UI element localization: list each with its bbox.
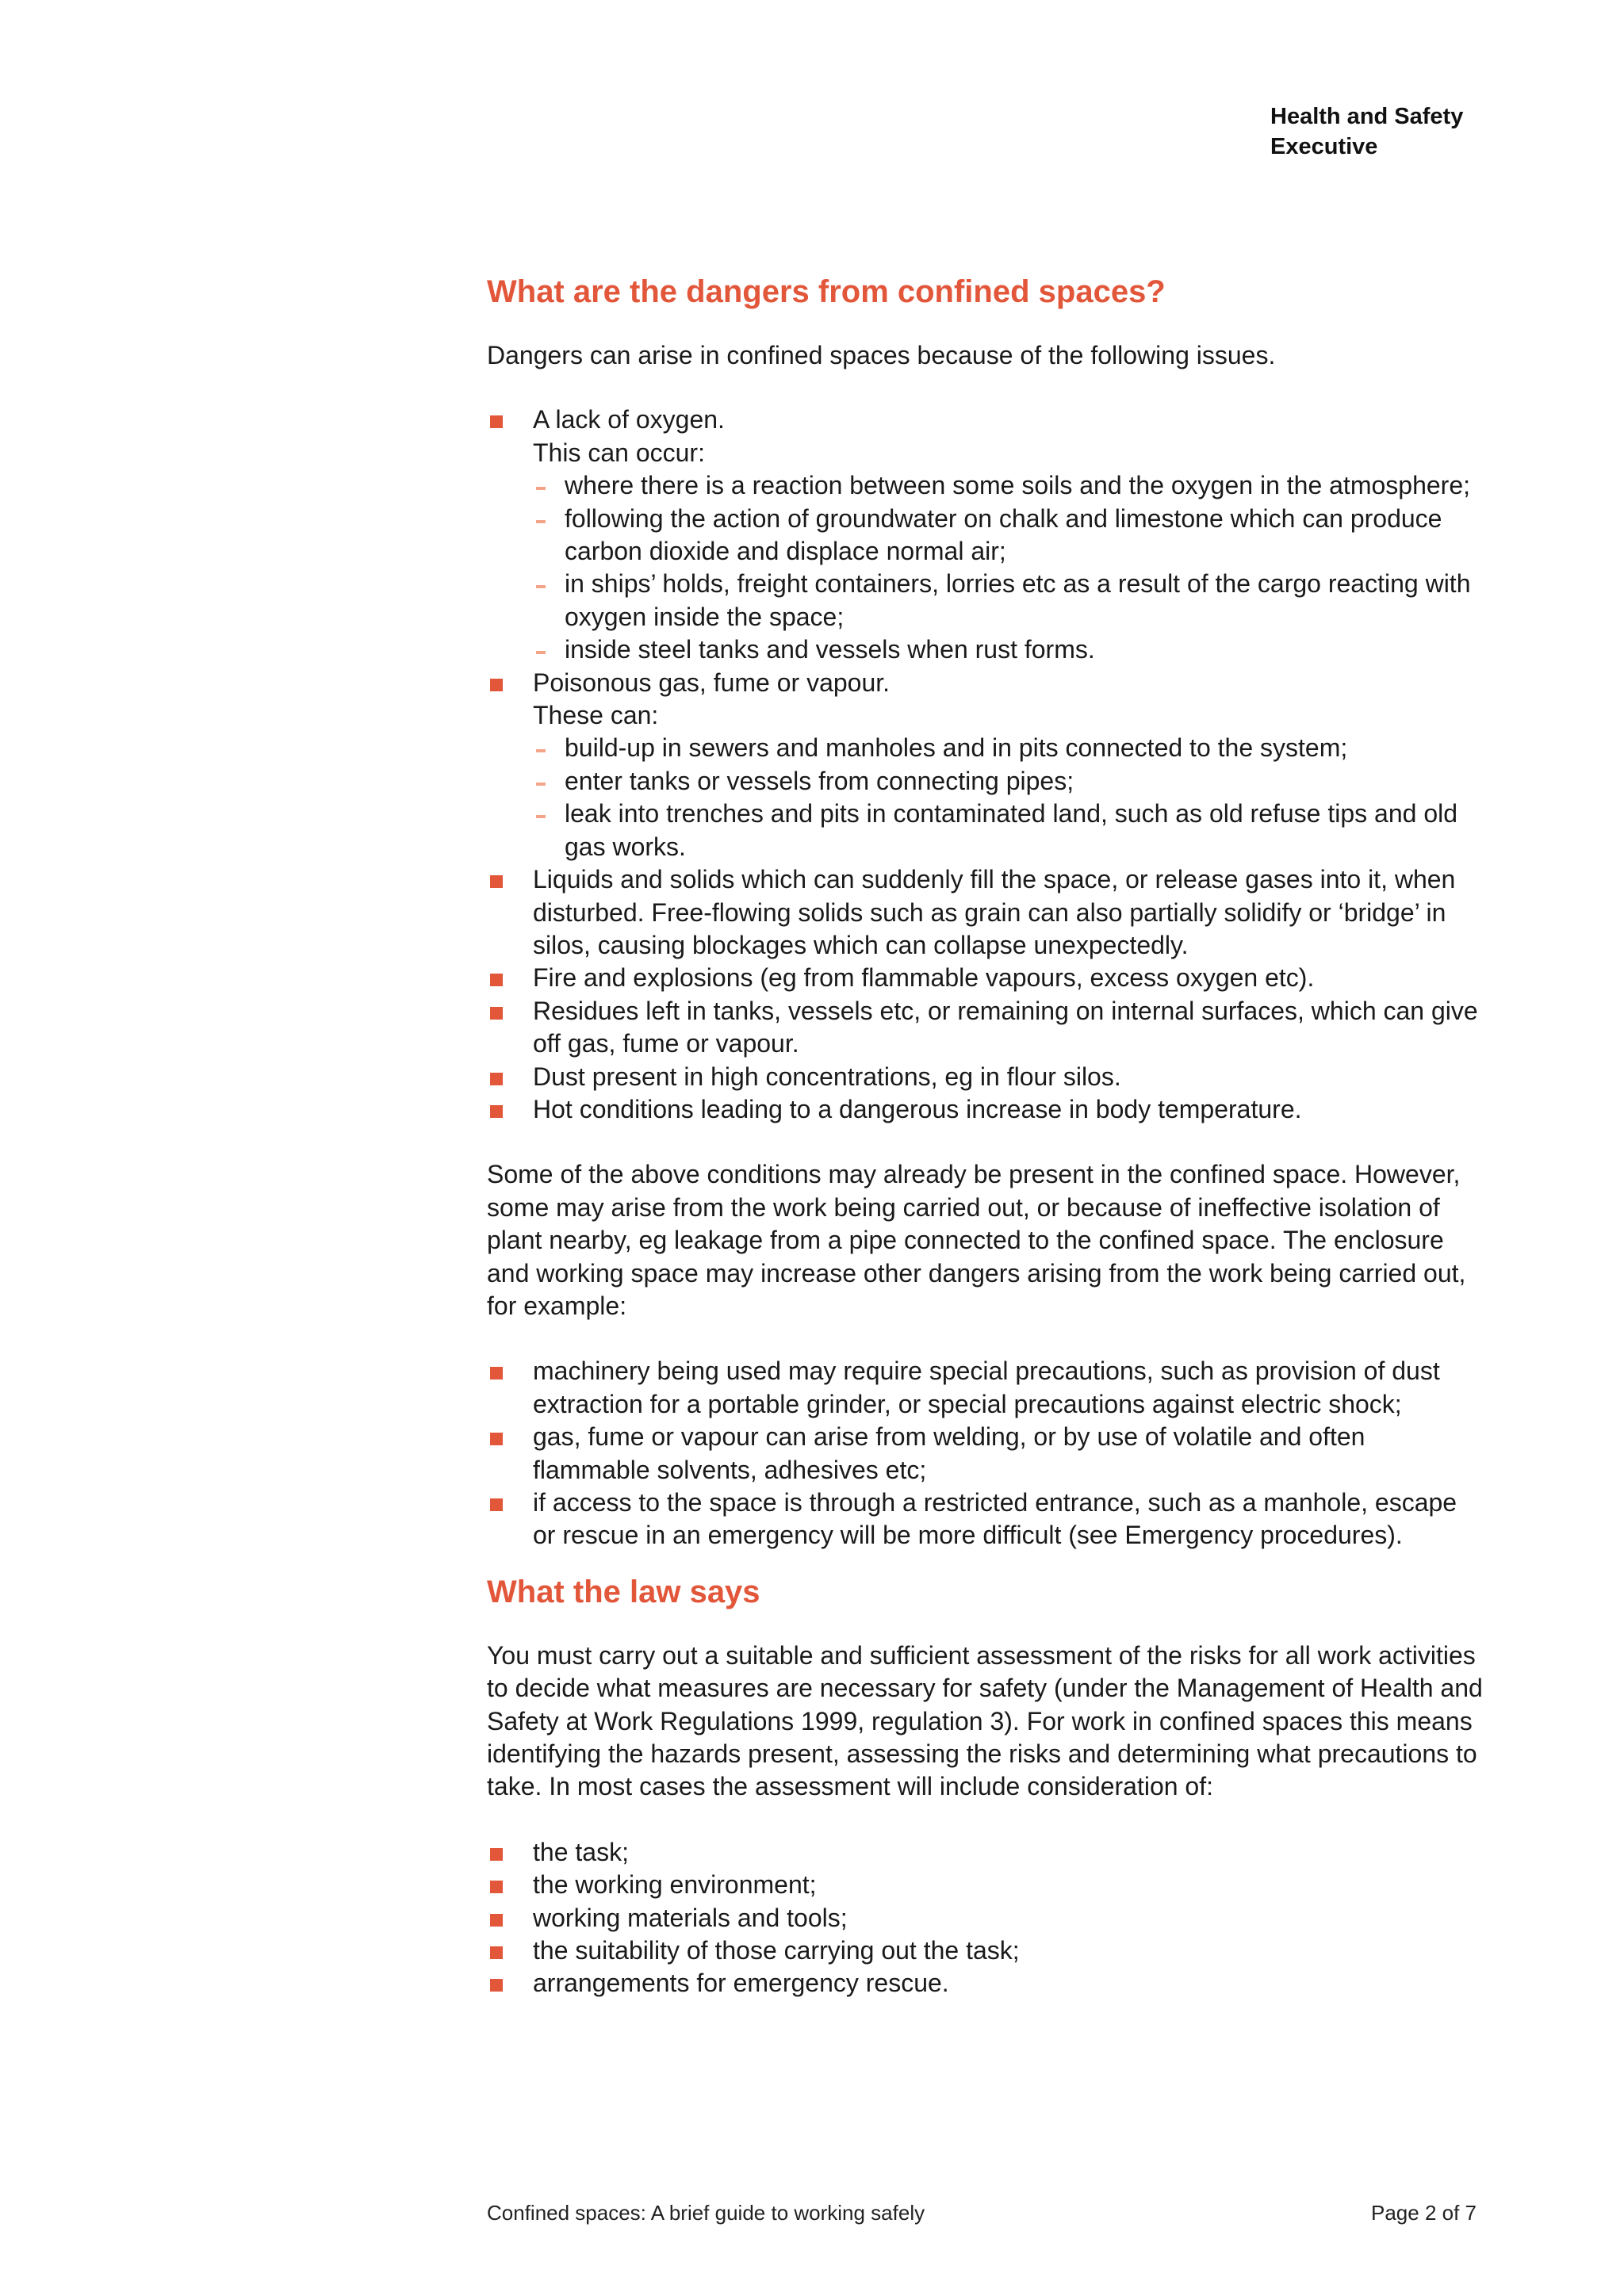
list-item <box>487 667 1486 863</box>
item-text: Liquids and solids which can suddenly fill the space, or release gases into it, when disturbed. Free-flowing solids such as grain can also partially solidify or ‘bridge’ in silos, causing blockages which can collapse unexpectedly. <box>533 865 1456 959</box>
list-item <box>487 1093 1486 1126</box>
org-line-2: Executive <box>1270 134 1378 159</box>
sub-list <box>533 469 1486 666</box>
square-bullet-icon <box>490 1914 503 1927</box>
sub-item-text: in ships’ holds, freight containers, lorries etc as a result of the cargo reacting with oxygen inside the space; <box>565 569 1471 631</box>
square-bullet-icon <box>490 1848 503 1861</box>
conditions-paragraph: Some of the above conditions may already be present in the confined space. However, some may arise from the work being carried out, or because of ineffective isolation of plant nearby, eg leakage from a pipe connected to the confined space. The enclosure and working space may increase other dangers arising from the work being carried out, for example: <box>487 1160 1466 1320</box>
dash-bullet-icon <box>536 783 546 786</box>
item-text: A lack of oxygen. <box>533 405 725 434</box>
sub-item-text: build-up in sewers and manholes and in pits connected to the system; <box>565 733 1348 763</box>
sub-list-item <box>533 633 1486 666</box>
square-bullet-icon <box>490 974 503 986</box>
list-item <box>487 404 1486 666</box>
sub-item-text: inside steel tanks and vessels when rust forms. <box>565 635 1095 664</box>
item-text: Dust present in high concentrations, eg in flour silos. <box>533 1062 1121 1091</box>
list-item <box>487 1487 1486 1552</box>
organisation-name <box>1270 101 1463 162</box>
footer-title: Confined spaces: A brief guide to working safely <box>487 2201 925 2225</box>
list-item <box>487 1869 1486 1901</box>
square-bullet-icon <box>490 1498 503 1511</box>
list-item <box>487 863 1486 962</box>
dangers-list <box>487 404 1486 1126</box>
section-heading-law: What the law says <box>487 1574 760 1609</box>
sub-list-item <box>533 798 1486 863</box>
square-bullet-icon <box>490 1946 503 1959</box>
item-text: the task; <box>533 1837 629 1866</box>
square-bullet-icon <box>490 1073 503 1085</box>
square-bullet-icon <box>490 1007 503 1020</box>
sub-list <box>533 732 1486 863</box>
list-item <box>487 1902 1486 1934</box>
intro-paragraph: Dangers can arise in confined spaces because of the following issues. <box>487 341 1276 369</box>
sub-item-text: enter tanks or vessels from connecting pipes; <box>565 766 1074 795</box>
list-item <box>487 1421 1486 1487</box>
assessment-list <box>487 1836 1486 2000</box>
list-item <box>487 1836 1486 1869</box>
dash-bullet-icon <box>536 585 546 588</box>
sub-list-item <box>533 503 1486 568</box>
item-text: the suitability of those carrying out the task; <box>533 1936 1020 1965</box>
sub-list-item <box>533 469 1486 502</box>
list-item <box>487 1355 1486 1421</box>
item-text: Residues left in tanks, vessels etc, or remaining on internal surfaces, which can give off gas, fume or vapour. <box>533 996 1478 1058</box>
item-text: working materials and tools; <box>533 1903 848 1932</box>
item-text: arrangements for emergency rescue. <box>533 1969 949 1998</box>
org-line-1: Health and Safety <box>1270 104 1464 129</box>
sub-list-item <box>533 568 1486 633</box>
section-heading-dangers: What are the dangers from confined spaces? <box>487 274 1166 309</box>
item-text: Poisonous gas, fume or vapour. <box>533 668 891 697</box>
sub-list-item <box>533 765 1486 798</box>
sub-item-text: leak into trenches and pits in contaminated land, such as old refuse tips and old gas works. <box>565 799 1458 861</box>
page-number: Page 2 of 7 <box>1371 2201 1477 2225</box>
list-item <box>487 1967 1486 1999</box>
square-bullet-icon <box>490 1367 503 1380</box>
dash-bullet-icon <box>536 487 546 490</box>
square-bullet-icon <box>490 1979 503 1992</box>
item-text: the working environment; <box>533 1870 817 1900</box>
sub-list-item <box>533 732 1486 764</box>
list-item <box>487 1934 1486 1967</box>
list-item <box>487 1061 1486 1093</box>
sub-item-text: following the action of groundwater on chalk and limestone which can produce carbon dioxide and displace normal air; <box>565 503 1442 566</box>
list-item <box>487 962 1486 994</box>
dash-bullet-icon <box>536 651 546 654</box>
work-dangers-list <box>487 1355 1486 1552</box>
square-bullet-icon <box>490 1433 503 1445</box>
item-text: gas, fume or vapour can arise from welding, or by use of volatile and often flammable solvents, adhesives etc; <box>533 1422 1365 1484</box>
dash-bullet-icon <box>536 815 546 818</box>
square-bullet-icon <box>490 415 503 428</box>
dash-bullet-icon <box>536 520 546 523</box>
sub-item-text: where there is a reaction between some soils and the oxygen in the atmosphere; <box>565 471 1470 500</box>
square-bullet-icon <box>490 875 503 888</box>
square-bullet-icon <box>490 1105 503 1118</box>
square-bullet-icon <box>490 1881 503 1893</box>
item-text: machinery being used may require special precautions, such as provision of dust extraction for a portable grinder, or special precautions against electric shock; <box>533 1357 1440 1418</box>
item-text: This can occur: <box>533 438 705 467</box>
square-bullet-icon <box>490 679 503 691</box>
law-paragraph: You must carry out a suitable and sufficient assessment of the risks for all work activities to decide what measures are necessary for safety (under the Management of Health and Safety at Work Regulations 1999, regulation 3). For work in confined spaces this means identifying the hazards present, assessing the risks and determining what precautions to take. In most cases the assessment will include consideration of: <box>487 1640 1483 1801</box>
dash-bullet-icon <box>536 749 546 752</box>
item-text: Hot conditions leading to a dangerous increase in body temperature. <box>533 1094 1302 1123</box>
list-item <box>487 995 1486 1061</box>
item-text: if access to the space is through a restricted entrance, such as a manhole, escape or rescue in an emergency will be more difficult (see Emergency procedures). <box>533 1488 1457 1550</box>
item-text: These can: <box>533 701 659 730</box>
document-body <box>487 268 1486 2000</box>
item-text: Fire and explosions (eg from flammable vapours, excess oxygen etc). <box>533 963 1315 993</box>
